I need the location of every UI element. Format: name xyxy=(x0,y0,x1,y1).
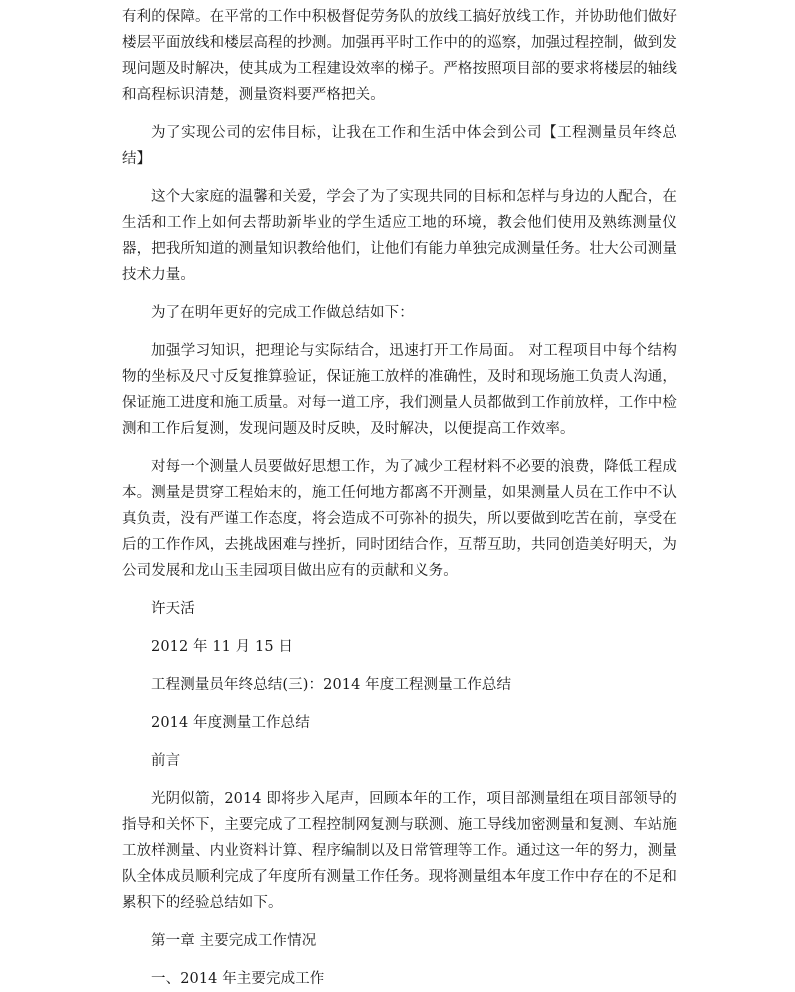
paragraph-preface-body: 光阴似箭，2014 即将步入尾声，回顾本年的工作，项目部测量组在项目部领导的指导和关怀下，主要完成了工程控制网复测与联测、施工导线加密测量和复测、车站施工放样测量、内业资料计算、程序编制以及日常管理等工作。通过这一年的努力，测量队全体成员顺利完成了年度所有测量工作任务。现将测量组本年度工作中存在的不足和累积下的经验总结如下。 xyxy=(122,791,677,911)
author-signature: 许天活 xyxy=(151,601,195,617)
paragraph-surveying-duties: 有利的保障。在平常的工作中积极督促劳务队的放线工搞好放线工作，并协助他们做好楼层平面放线和楼层高程的抄测。加强再平时工作中的的巡察，加强过程控制，做到发现问题及时解决，使其成为工程建设效率的梯子。严格按照项目部的要求将楼层的轴线和高程标识清楚，测量资料要严格把关。 xyxy=(122,9,677,103)
document-date: 2012 年 11 月 15 日 xyxy=(151,639,293,655)
paragraph-thought-work: 对每一个测量人员要做好思想工作，为了减少工程材料不必要的浪费，降低工程成本。测量是贯穿工程始末的，施工任何地方都离不开测量，如果测量人员在工作中不认真负责，没有严谨工作态度，将会造成不可弥补的损失，所以要做到吃苦在前，享受在后的工作作风，去挑战困难与挫折，同时团结合作，互帮互助，共同创造美好明天，为公司发展和龙山玉圭园项目做出应有的贡献和义务。 xyxy=(122,459,677,579)
paragraph-team-warmth: 这个大家庭的温馨和关爱，学会了为了实现共同的目标和怎样与身边的人配合，在生活和工作上如何去帮助新毕业的学生适应工地的环境，教会他们使用及熟练测量仪器，把我所知道的测量知识教给他们，让他们有能力单独完成测量任务。壮大公司测量技术力量。 xyxy=(122,189,677,283)
paragraph-learning: 加强学习知识，把理论与实际结合，迅速打开工作局面。 对工程项目中每个结构物的坐标及尺寸反复推算验证，保证施工放样的准确性，及时和现场施工负责人沟通，保证施工进度和施工质量。对每一道工序，我们测量人员都做到工作前放样，工作中检测和工作后复测，发现问题及时反映，及时解决，以便提高工作效率。 xyxy=(122,343,677,437)
section-title-2014-summary: 2014 年度测量工作总结 xyxy=(151,715,310,731)
heading-preface: 前言 xyxy=(151,753,181,769)
section-title-summary-three: 工程测量员年终总结(三)：2014 年度工程测量工作总结 xyxy=(151,677,512,693)
subsection-heading-2014-work: 一、2014 年主要完成工作 xyxy=(151,971,325,987)
document-page xyxy=(122,0,677,992)
paragraph-company-goal: 为了实现公司的宏伟目标，让我在工作和生活中体会到公司【工程测量员年终总结】 xyxy=(122,125,677,167)
paragraph-next-year-intro: 为了在明年更好的完成工作做总结如下： xyxy=(151,305,414,321)
chapter-one-heading: 第一章 主要完成工作情况 xyxy=(151,933,317,949)
